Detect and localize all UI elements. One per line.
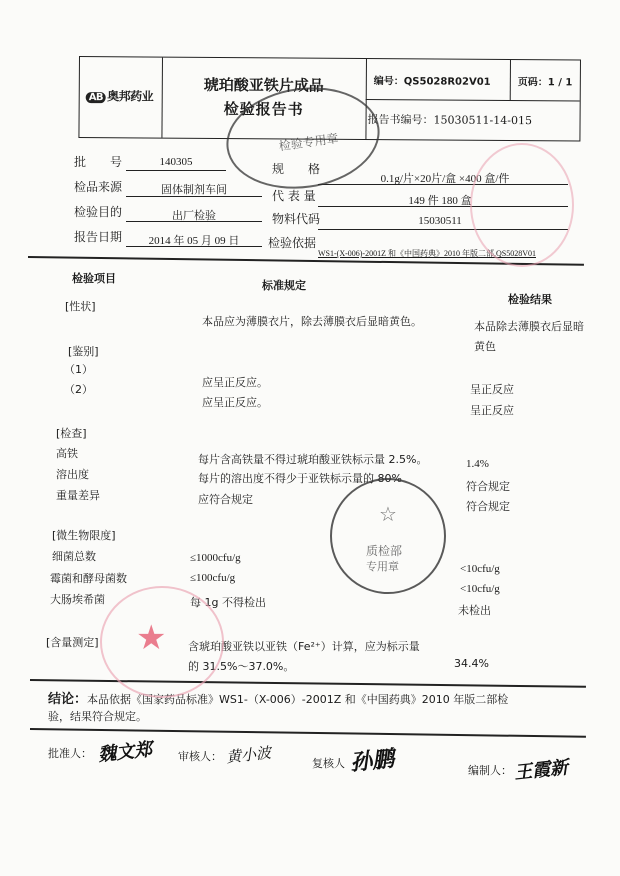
source-value: 固体制剂车间 — [161, 183, 227, 196]
basis-value: WS1-(X-006)-2001Z 和《中国药典》2010 年版二部,QS5028V01 — [318, 249, 536, 258]
column-header-standard: 标准规定 — [262, 279, 306, 292]
batch-label: 批 号 — [74, 155, 123, 169]
standard-assay: 含琥珀酸亚铁以亚铁（Fe²⁺）计算，应为标示量 — [188, 640, 420, 653]
basis-label: 检验依据 — [268, 236, 317, 250]
item-identification-1: （1） — [64, 363, 93, 376]
standard-identification-1: 应呈正反应。 — [202, 376, 268, 389]
conclusion-divider — [30, 679, 586, 688]
section-title-assay: [含量测定] — [46, 636, 99, 649]
qc-stamp-text: 质检部 — [366, 544, 403, 558]
reviewer-label: 审核人： — [178, 750, 222, 763]
result-identification-1: 呈正反应 — [470, 383, 514, 396]
quantity-label: 代 表 量 — [272, 189, 316, 203]
doc-number: 编号：QS5028R02V01 — [373, 76, 491, 88]
reviewer-signature: 黄小波 — [225, 743, 272, 767]
spec-label: 规 格 — [272, 162, 321, 176]
date-value: 2014 年 05 月 09 日 — [148, 235, 240, 247]
report-number: 报告书编号：15030511-14-015 — [367, 113, 533, 128]
page-number: 页码：1 / 1 — [517, 77, 573, 89]
company-logo: AB 奥邦药业 — [86, 87, 154, 104]
purpose-value: 出厂检验 — [172, 209, 216, 222]
item-bacteria: 细菌总数 — [52, 550, 96, 563]
standard-assay-cont: 的 31.5%～37.0%。 — [188, 660, 295, 673]
header-row-top — [366, 59, 580, 101]
rechecker-label: 复核人 — [312, 757, 345, 770]
qc-stamp-text2: 专用章 — [366, 560, 399, 573]
result-appearance-cont: 黄色 — [474, 340, 496, 353]
standard-weight-variation: 应符合规定 — [198, 493, 253, 506]
section-title-appearance: [性状] — [65, 300, 96, 313]
item-dissolution: 溶出度 — [56, 468, 89, 481]
conclusion-label: 结论： — [48, 692, 88, 707]
quantity-value: 149 件 180 盒 — [408, 195, 472, 207]
source-label: 检品来源 — [74, 180, 123, 194]
section-title-identification: [鉴别] — [68, 345, 99, 358]
item-weight-variation: 重量差异 — [56, 489, 100, 502]
item-high-iron: 高铁 — [56, 447, 78, 460]
material-label: 物料代码 — [272, 212, 321, 226]
result-mold-yeast: <10cfu/g — [460, 583, 500, 595]
result-high-iron: 1.4% — [466, 458, 489, 470]
standard-identification-2: 应呈正反应。 — [202, 396, 268, 409]
signature-divider — [30, 728, 586, 738]
conclusion-line1: 结论：本品依据《国家药品标准》WS1-（X-006）-2001Z 和《中国药典》2010 年版二部检 — [48, 692, 509, 707]
inspection-stamp-text: 检验专用章 — [277, 131, 340, 154]
material-value: 15030511 — [418, 215, 462, 227]
logo-mark-icon: AB — [86, 92, 106, 103]
result-identification-2: 呈正反应 — [470, 404, 514, 417]
result-dissolution: 符合规定 — [466, 480, 510, 493]
preparer-label: 编制人： — [468, 764, 512, 777]
red-seal-star-icon: ★ — [136, 618, 167, 658]
column-header-result: 检验结果 — [508, 293, 552, 306]
standard-bacteria: ≤1000cfu/g — [190, 552, 241, 564]
header-divider — [510, 60, 511, 100]
date-label: 报告日期 — [74, 230, 123, 244]
result-weight-variation: 符合规定 — [466, 500, 510, 513]
batch-underline — [126, 170, 226, 171]
section-title-microbial: [微生物限度] — [52, 529, 116, 542]
item-mold-yeast: 霉菌和酵母菌数 — [50, 572, 127, 585]
purpose-label: 检验目的 — [74, 205, 123, 219]
standard-high-iron: 每片含高铁量不得过琥珀酸亚铁标示量 2.5%。 — [198, 453, 428, 466]
red-seal-top-right — [470, 143, 574, 267]
result-e-coli: 未检出 — [458, 604, 491, 617]
standard-e-coli: 每 1g 不得检出 — [190, 596, 266, 609]
section-title-inspection: [检查] — [56, 427, 87, 440]
item-e-coli: 大肠埃希菌 — [50, 593, 105, 606]
preparer-signature: 王霞新 — [513, 757, 570, 784]
conclusion-line2: 验，结果符合规定。 — [48, 710, 147, 723]
logo-cell — [79, 57, 163, 138]
batch-value: 140305 — [159, 156, 193, 168]
result-assay: 34.4% — [454, 657, 489, 670]
approver-label: 批准人： — [48, 747, 92, 760]
result-bacteria: <10cfu/g — [460, 563, 500, 575]
spec-value: 0.1g/片×20片/盒 ×400 盒/件 — [380, 173, 510, 185]
qc-stamp — [330, 478, 446, 594]
standard-dissolution: 每片的溶出度不得少于亚铁标示量的 80% — [198, 472, 402, 485]
column-header-item: 检验项目 — [72, 272, 116, 285]
qc-stamp-star-icon: ☆ — [379, 502, 397, 526]
red-seal-bottom-left — [100, 586, 224, 698]
approver-signature: 魏文郑 — [97, 739, 154, 766]
document-title: 琥珀酸亚铁片成品 — [203, 75, 324, 95]
document-subtitle: 检验报告书 — [223, 100, 304, 119]
item-identification-2: （2） — [64, 383, 93, 396]
standard-mold-yeast: ≤100cfu/g — [190, 572, 236, 584]
standard-appearance: 本品应为薄膜衣片，除去薄膜衣后显暗黄色。 — [202, 315, 422, 328]
result-appearance: 本品除去薄膜衣后显暗 — [474, 320, 584, 333]
rechecker-signature: 孙鹏 — [348, 745, 396, 777]
